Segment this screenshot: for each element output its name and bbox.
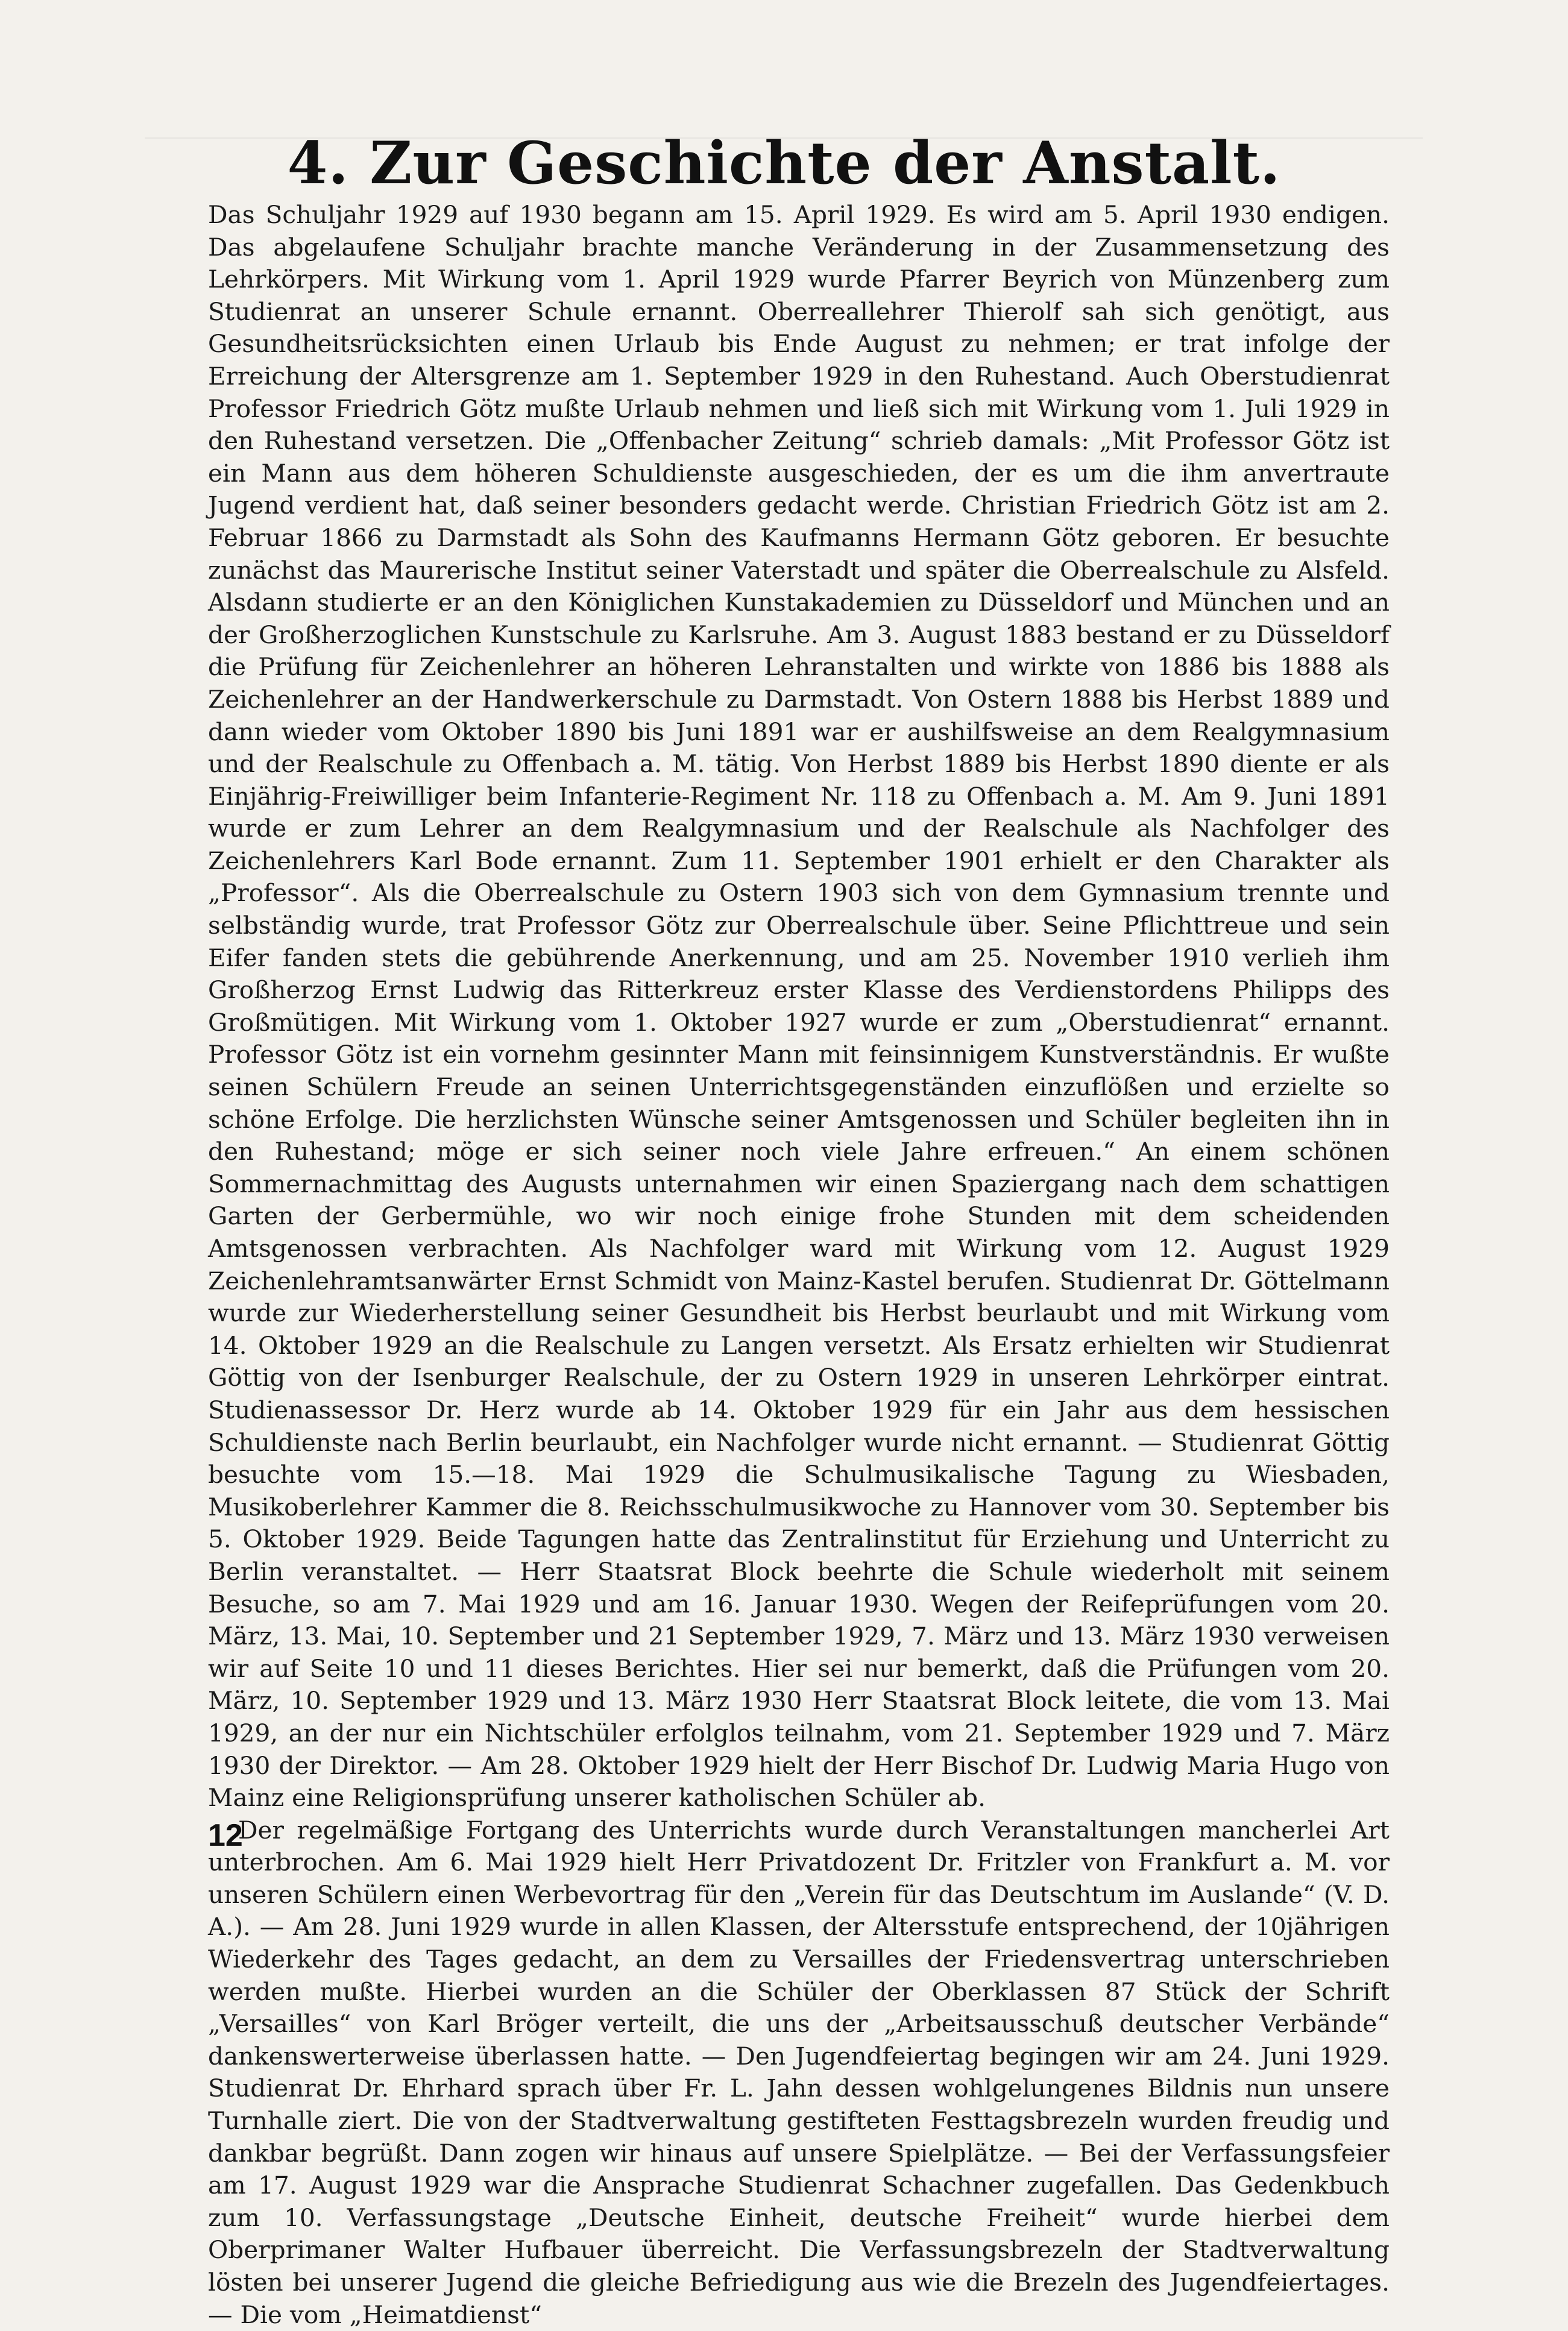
body-text: [208, 199, 1390, 2331]
page-number: 12: [208, 1818, 243, 1853]
page-title: 4. Zur Geschichte der Anstalt.: [287, 129, 1281, 198]
paragraph-2: Der regelmäßige Fortgang des Unterrichts wurde durch Veranstaltungen mancherlei Art unterbrochen. Am 6. Mai 1929 hielt Herr Privatdozent Dr. Fritzler von Frankfurt a. M. vor unseren Schülern einen Werbevortrag für den „Verein für das Deutschtum im Auslande“ (V. D. A.). — Am 28. Juni 1929 wurde in allen Klassen, der Altersstufe entsprechend, der 10jährigen Wiederkehr des Tages gedacht, an dem zu Versailles der Friedensvertrag unterschrieben werden mußte. Hierbei wurden an die Schüler der Oberklassen 87 Stück der Schrift „Versailles“ von Karl Bröger verteilt, die uns der „Arbeitsausschuß deutscher Verbände“ dankenswerterweise überlassen hatte. — Den Jugendfeiertag begingen wir am 24. Juni 1929. Studienrat Dr. Ehrhard sprach über Fr. L. Jahn dessen wohlgelungenes Bildnis nun unsere Turnhalle ziert. Die von der Stadtverwaltung gestifteten Festtagsbrezeln wurden freudig und dankbar begrüßt. Dann zogen wir hinaus auf unsere Spielplätze. — Bei der Verfassungsfeier am 17. August 1929 war die Ansprache Studienrat Schachner zugefallen. Das Gedenkbuch zum 10. Verfassungstage „Deutsche Einheit, deutsche Freiheit“ wurde hierbei dem Oberprimaner Walter Hufbauer überreicht. Die Verfassungsbrezeln der Stadtverwaltung lösten bei unserer Jugend die gleiche Befriedigung aus wie die Brezeln des Jugendfeiertages. — Die vom „Heimatdienst“: [208, 1815, 1390, 2329]
paragraph-1: Das Schuljahr 1929 auf 1930 begann am 15. April 1929. Es wird am 5. April 1930 endigen. Das abgelaufene Schuljahr brachte manche Veränderung in der Zusammensetzung des Lehrkörpers. Mit Wirkung vom 1. April 1929 wurde Pfarrer Beyrich von Münzenberg zum Studienrat an unserer Schule ernannt. Oberreallehrer Thierolf sah sich genötigt, aus Gesundheitsrücksichten einen Urlaub bis Ende August zu nehmen; er trat infolge der Erreichung der Altersgrenze am 1. September 1929 in den Ruhestand. Auch Oberstudienrat Professor Friedrich Götz mußte Urlaub nehmen und ließ sich mit Wirkung vom 1. Juli 1929 in den Ruhestand versetzen. Die „Offenbacher Zeitung“ schrieb damals: „Mit Professor Götz ist ein Mann aus dem höheren Schuldienste ausgeschieden, der es um die ihm anvertraute Jugend verdient hat, daß seiner besonders gedacht werde. Christian Friedrich Götz ist am 2. Februar 1866 zu Darmstadt als Sohn des Kaufmanns Hermann Götz geboren. Er besuchte zunächst das Maurerische Institut seiner Vaterstadt und später die Oberrealschule zu Alsfeld. Alsdann studierte er an den Königlichen Kunstakademien zu Düsseldorf und München und an der Großherzoglichen Kunstschule zu Karlsruhe. Am 3. August 1883 bestand er zu Düsseldorf die Prüfung für Zeichenlehrer an höheren Lehranstalten und wirkte von 1886 bis 1888 als Zeichenlehrer an der Handwerkerschule zu Darmstadt. Von Ostern 1888 bis Herbst 1889 und dann wieder vom Oktober 1890 bis Juni 1891 war er aushilfsweise an dem Realgymnasium und der Realschule zu Offenbach a. M. tätig. Von Herbst 1889 bis Herbst 1890 diente er als Einjährig-Freiwilliger beim Infanterie-Regiment Nr. 118 zu Offenbach a. M. Am 9. Juni 1891 wurde er zum Lehrer an dem Realgymnasium und der Realschule als Nachfolger des Zeichenlehrers Karl Bode ernannt. Zum 11. September 1901 erhielt er den Charakter als „Professor“. Als die Oberrealschule zu Ostern 1903 sich von dem Gymnasium trennte und selbständig wurde, trat Professor Götz zur Oberrealschule über. Seine Pflichttreue und sein Eifer fanden stets die gebührende Anerkennung, und am 25. November 1910 verlieh ihm Großherzog Ernst Ludwig das Ritterkreuz erster Klasse des Verdienstordens Philipps des Großmütigen. Mit Wirkung vom 1. Oktober 1927 wurde er zum „Oberstudienrat“ ernannt. Professor Götz ist ein vornehm gesinnter Mann mit feinsinnigem Kunstverständnis. Er wußte seinen Schülern Freude an seinen Unterrichtsgegenständen einzuflößen und erzielte so schöne Erfolge. Die herzlichsten Wünsche seiner Amtsgenossen und Schüler begleiten ihn in den Ruhestand; möge er sich seiner noch viele Jahre erfreuen.“ An einem schönen Sommernachmittag des Augusts unternahmen wir einen Spaziergang nach dem schattigen Garten der Gerbermühle, wo wir noch einige frohe Stunden mit dem scheidenden Amtsgenossen verbrachten. Als Nachfolger ward mit Wirkung vom 12. August 1929 Zeichenlehramtsanwärter Ernst Schmidt von Mainz-Kastel berufen. Studienrat Dr. Göttelmann wurde zur Wiederherstellung seiner Gesundheit bis Herbst beurlaubt und mit Wirkung vom 14. Oktober 1929 an die Realschule zu Langen versetzt. Als Ersatz erhielten wir Studienrat Göttig von der Isenburger Realschule, der zu Ostern 1929 in unseren Lehrkörper eintrat. Studienassessor Dr. Herz wurde ab 14. Oktober 1929 für ein Jahr aus dem hessischen Schuldienste nach Berlin beurlaubt, ein Nachfolger wurde nicht ernannt. — Studienrat Göttig besuchte vom 15.—18. Mai 1929 die Schulmusikalische Tagung zu Wiesbaden, Musikoberlehrer Kammer die 8. Reichsschulmusikwoche zu Hannover vom 30. September bis 5. Oktober 1929. Beide Tagungen hatte das Zentralinstitut für Erziehung und Unterricht zu Berlin veranstaltet. — Herr Staatsrat Block beehrte die Schule wiederholt mit seinem Besuche, so am 7. Mai 1929 und am 16. Januar 1930. Wegen der Reifeprüfungen vom 20. März, 13. Mai, 10. September und 21 September 1929, 7. März und 13. März 1930 verweisen wir auf Seite 10 und 11 dieses Berichtes. Hier sei nur bemerkt, daß die Prüfungen vom 20. März, 10. September 1929 und 13. März 1930 Herr Staatsrat Block leitete, die vom 13. Mai 1929, an der nur ein Nichtschüler erfolglos teilnahm, vom 21. September 1929 und 7. März 1930 der Direktor. — Am 28. Oktober 1929 hielt der Herr Bischof Dr. Ludwig Maria Hugo von Mainz eine Religionsprüfung unserer katholischen Schüler ab.: [208, 200, 1390, 1813]
